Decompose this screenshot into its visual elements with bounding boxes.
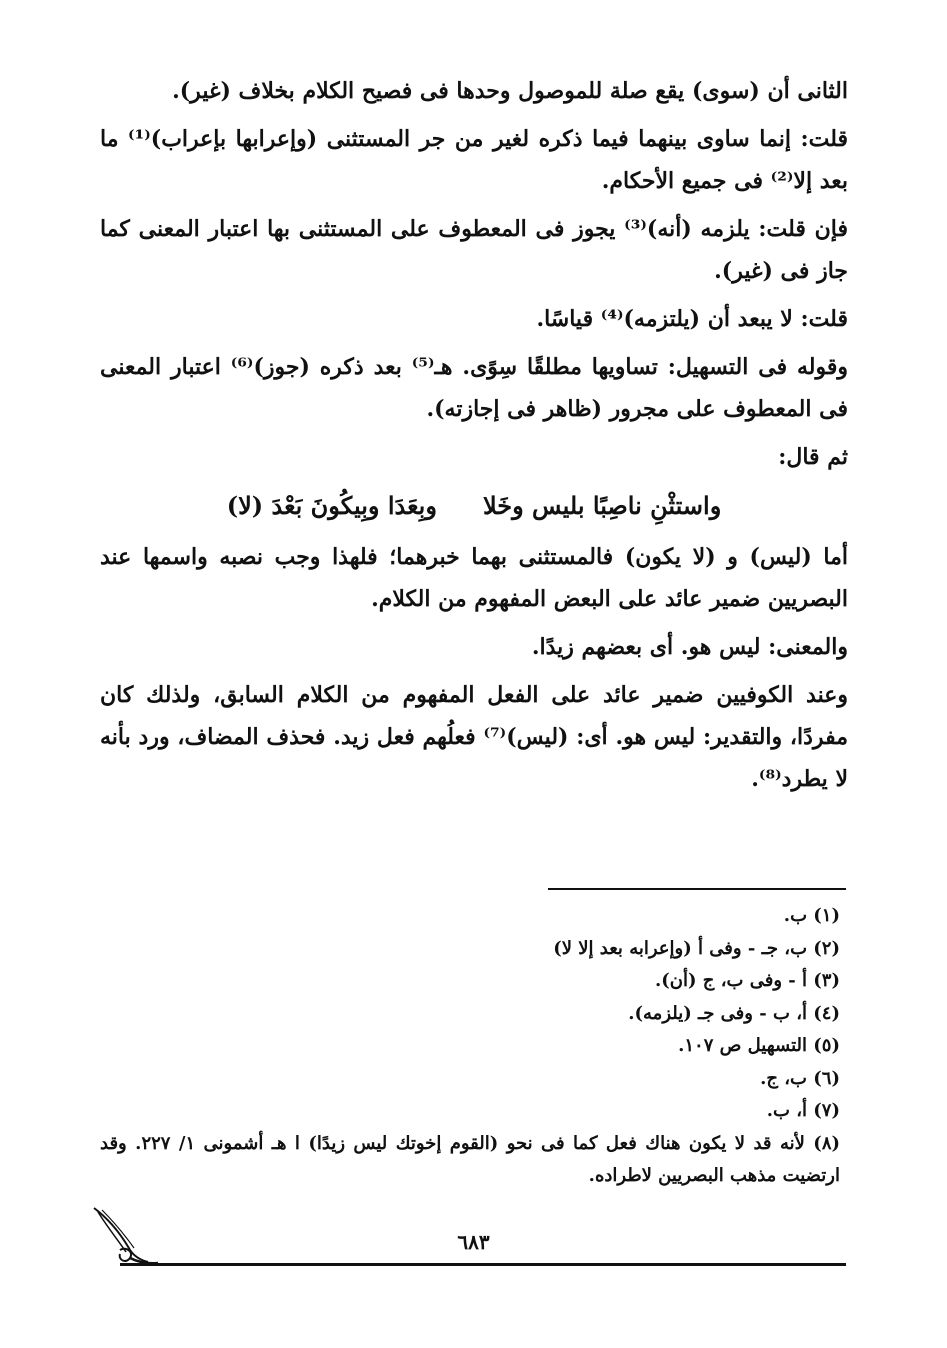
bottom-rule (120, 1263, 846, 1266)
page-number: ٦٨٣ (457, 1230, 490, 1254)
paragraph-3: فإن قلت: يلزمه (أنه)⁽³⁾ يجوز فى المعطوف على المستثنى بها اعتبار المعنى كما جاز فى (غير). (100, 216, 848, 284)
paragraph-5: وقوله فى التسهيل: تساويها مطلقًا سِوًى. هـ⁽⁵⁾ بعد ذكره (جوز)⁽⁶⁾ اعتبار المعنى فى المعطوف على مجرور (ظاهر فى إجازته). (100, 354, 848, 422)
footnote-1: (١) ب. (783, 905, 840, 926)
paragraph-4: قلت: لا يبعد أن (يلتزمه)⁽⁴⁾ قياسًا. (536, 306, 848, 332)
paragraph-6: ثم قال: (778, 444, 848, 470)
footnote-6: (٦) ب، ج. (760, 1067, 840, 1089)
paragraph-1: الثانى أن (سوى) يقع صلة للموصول وحدها فى فصيح الكلام بخلاف (غير). (172, 78, 848, 104)
footnote-4: (٤) أ، ب - وفى جـ (يلزمه). (628, 1002, 840, 1024)
verse-hemistich-2: وبِعَدَا وبِيكُونَ بَعْدَ (لا) (226, 491, 437, 520)
footnote-7: (٧) أ، ب. (766, 1100, 840, 1121)
paragraph-2: قلت: إنما ساوى بينهما فيما ذكره لغير من جر المستثنى (وإعرابها بإعراب)⁽¹⁾ ما بعد إلا⁽²⁾ فى جميع الأحكام. (100, 126, 849, 194)
paragraph-9: وعند الكوفيين ضمير عائد على الفعل المفهوم من الكلام السابق، ولذلك كان مفردًا، والتقدير: ليس هو. أى: (ليس)⁽⁷⁾ فعلُهم فعل زيد. فحذف المضاف، ورد بأنه لا يطرد⁽⁸⁾. (100, 682, 848, 792)
verse-line (100, 484, 848, 528)
quill-ornament-icon (90, 1200, 160, 1270)
verse-hemistich-1: واستثْنِ ناصِبًا بليس وخَلا (482, 491, 722, 520)
footnote-5: (٥) التسهيل ص ١٠٧. (678, 1035, 840, 1056)
footnote-3: (٣) أ - وفى ب، ج (أن). (655, 970, 840, 991)
paragraph-7: أما (ليس) و (لا يكون) فالمستثنى بهما خبرهما؛ فلهذا وجب نصبه واسمها عند البصريين ضمير عائد على البعض المفهوم من الكلام. (100, 544, 848, 612)
footnote-2: (٢) ب، جـ - وفى أ (وإعرابه بعد إلا لا) (553, 937, 840, 959)
main-text (100, 70, 848, 806)
footnote-8: (٨) لأنه قد لا يكون هناك فعل كما فى نحو (القوم إخوتك ليس زيدًا) ا هـ أشمونى ١/ ٢٢٧. وقد ارتضيت مذهب البصريين لاطراده. (100, 1132, 841, 1186)
paragraph-8: والمعنى: ليس هو. أى بعضهم زيدًا. (531, 634, 848, 660)
footnote-divider (548, 888, 846, 890)
footnotes (100, 900, 840, 1193)
